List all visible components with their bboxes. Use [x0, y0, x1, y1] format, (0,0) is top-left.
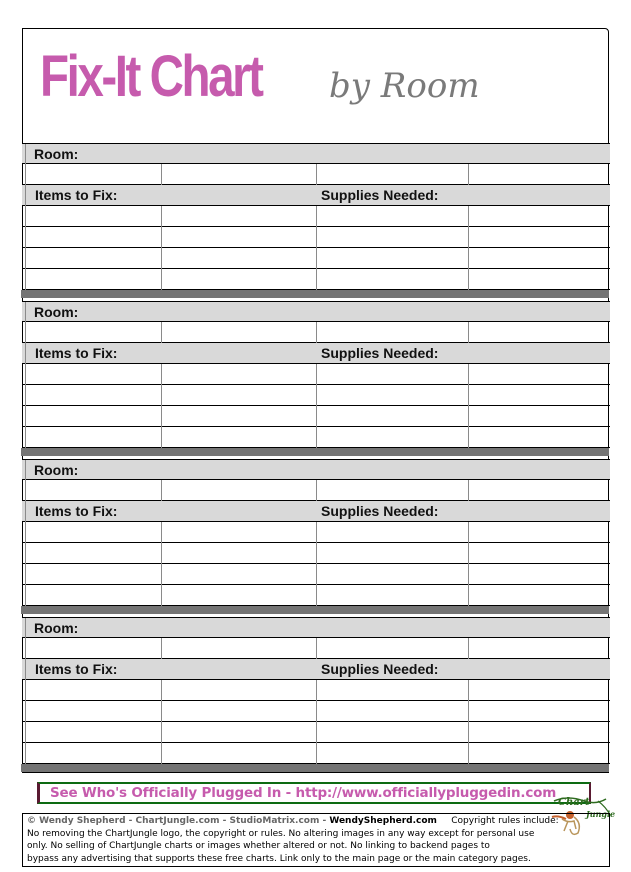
chart-header: [23, 29, 608, 144]
column-divider: [161, 480, 162, 501]
chart-subtitle: by Room: [329, 66, 480, 106]
column-divider: [468, 164, 469, 185]
logo-text-jungle: Jungle: [586, 809, 616, 819]
footer-rules-intro: Copyright rules include:: [451, 816, 559, 826]
copyright-footer: [22, 813, 610, 867]
column-divider: [316, 364, 317, 448]
section-divider-bar: [21, 764, 609, 772]
room-label-row: [22, 618, 610, 638]
room-label: Room:: [34, 304, 79, 320]
items-to-fix-label: Items to Fix:: [35, 503, 118, 519]
banner-link[interactable]: See Who's Officially Plugged In - http://www.officiallypluggedin.com: [50, 785, 557, 801]
supplies-needed-label: Supplies Needed:: [321, 661, 439, 677]
section-divider-bar: [21, 606, 609, 614]
left-margin-line: [25, 618, 26, 764]
column-divider: [468, 680, 469, 764]
column-divider: [161, 638, 162, 659]
column-divider: [468, 206, 469, 290]
section-divider-bar: [21, 290, 609, 298]
footer-line-2: No removing the ChartJungle logo, the copyright or rules. No altering images in any way except for personal use: [27, 828, 535, 839]
items-to-fix-label: Items to Fix:: [35, 187, 118, 203]
supplies-needed-label: Supplies Needed:: [321, 503, 439, 519]
column-divider: [161, 364, 162, 448]
column-divider: [468, 522, 469, 606]
column-divider: [316, 322, 317, 343]
footer-copyright: © Wendy Shepherd - ChartJungle.com - StudioMatrix.com -: [27, 816, 330, 826]
column-divider: [316, 206, 317, 290]
room-section: [22, 143, 610, 301]
column-divider: [468, 480, 469, 501]
left-margin-line: [25, 302, 26, 448]
footer-line-3: only. No selling of ChartJungle charts or images whether altered or not. No linking to backend pages to: [27, 841, 490, 851]
left-margin-line: [25, 144, 26, 290]
column-divider: [316, 480, 317, 501]
column-divider: [316, 680, 317, 764]
room-section: [22, 459, 610, 617]
column-divider: [161, 322, 162, 343]
column-divider: [161, 206, 162, 290]
footer-line-4: bypass any advertising that supports these free charts. Link only to the main page or the main category pages.: [27, 853, 531, 864]
items-supplies-header-row: [22, 185, 610, 206]
column-divider: [161, 680, 162, 764]
column-divider: [468, 322, 469, 343]
room-section: [22, 617, 610, 775]
officially-plugged-in-banner[interactable]: [37, 782, 591, 804]
room-section: [22, 301, 610, 459]
section-divider-bar: [21, 448, 609, 456]
supplies-needed-label: Supplies Needed:: [321, 187, 439, 203]
column-divider: [316, 638, 317, 659]
column-divider: [316, 164, 317, 185]
chart-title: Fix-It Chart: [40, 44, 262, 109]
room-label-row: [22, 460, 610, 480]
items-supplies-header-row: [22, 343, 610, 364]
room-label: Room:: [34, 620, 79, 636]
footer-site-link[interactable]: WendyShepherd.com: [329, 816, 437, 826]
column-divider: [161, 164, 162, 185]
supplies-needed-label: Supplies Needed:: [321, 345, 439, 361]
column-divider: [161, 522, 162, 606]
room-label: Room:: [34, 146, 79, 162]
items-supplies-header-row: [22, 659, 610, 680]
logo-text-chart: Chart: [558, 797, 590, 808]
footer-line-1: [27, 815, 605, 828]
column-divider: [468, 364, 469, 448]
column-divider: [468, 638, 469, 659]
items-to-fix-label: Items to Fix:: [35, 661, 118, 677]
room-label: Room:: [34, 462, 79, 478]
items-to-fix-label: Items to Fix:: [35, 345, 118, 361]
room-label-row: [22, 144, 610, 164]
left-margin-line: [25, 460, 26, 606]
room-label-row: [22, 302, 610, 322]
items-supplies-header-row: [22, 501, 610, 522]
column-divider: [316, 522, 317, 606]
